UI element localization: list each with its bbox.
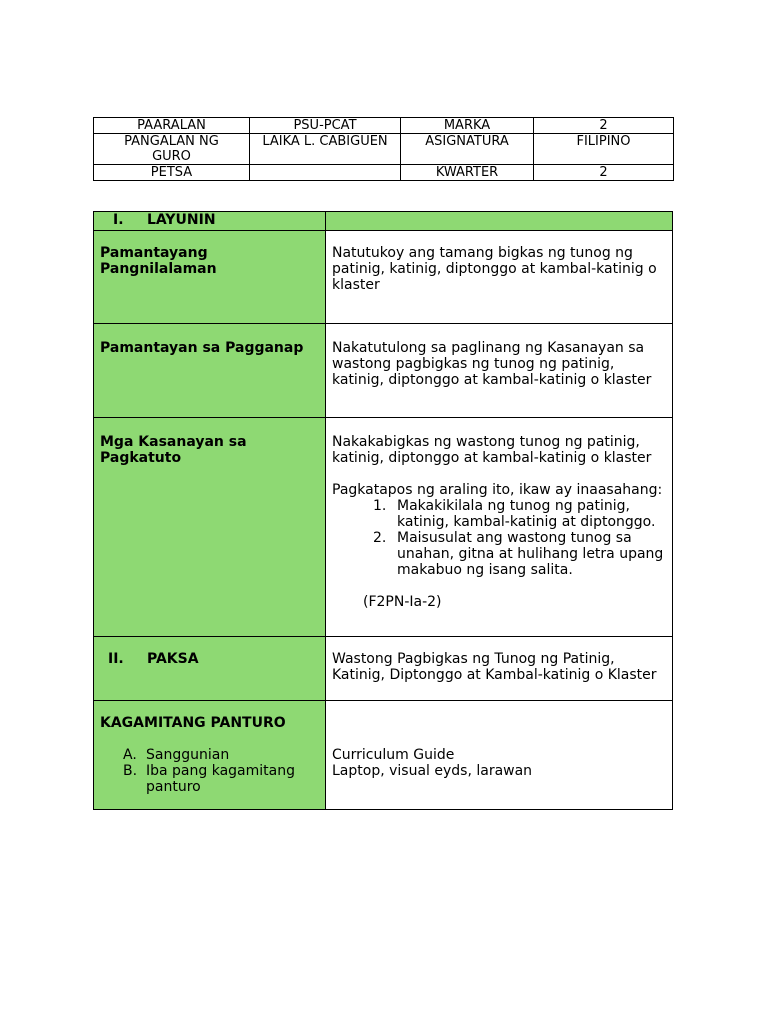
- section-heading-paksa: [94, 637, 326, 701]
- cell-kagamitan-value: [326, 701, 673, 810]
- list-number: 1.: [373, 498, 387, 514]
- header-value-paaralan: PSU-PCAT: [250, 118, 401, 134]
- section-heading-layunin: [94, 212, 326, 231]
- section-title: LAYUNIN: [147, 212, 216, 228]
- section-row-layunin: [94, 212, 673, 231]
- competency-code: (F2PN-Ia-2): [363, 594, 442, 610]
- header-row: [94, 165, 674, 181]
- row-kasanayan: [94, 418, 673, 637]
- text-pamantayan-pagganap: Nakatutulong sa paglinang ng Kasanayan sa wastong pagbigkas ng tunog ng patinig, katinig, diptonggo at kambal-katinig o klaster: [326, 324, 673, 418]
- header-row: [94, 134, 674, 165]
- header-value-asignatura: FILIPINO: [534, 134, 674, 165]
- list-text: Sanggunian: [146, 747, 230, 763]
- list-letter: A.: [123, 747, 137, 763]
- header-label-marka: MARKA: [401, 118, 534, 134]
- label-pamantayan-pagganap: Pamantayan sa Pagganap: [94, 324, 326, 418]
- list-number: 2.: [373, 530, 387, 546]
- text-kasanayan-2: Pagkatapos ng araling ito, ikaw ay inaasahang:: [332, 482, 663, 498]
- kagamitan-list: [100, 747, 319, 795]
- header-label-paaralan: PAARALAN: [94, 118, 250, 134]
- text-kasanayan-1: Nakakabigkas ng wastong tunog ng patinig, katinig, diptonggo at kambal-katinig o klaster: [332, 434, 652, 466]
- section-number: II.: [108, 651, 124, 667]
- list-item: [332, 530, 666, 578]
- header-value-kwarter: 2: [534, 165, 674, 181]
- row-pamantayang-pangnilalaman: [94, 231, 673, 324]
- header-row: [94, 118, 674, 134]
- cell-kagamitan: [94, 701, 326, 810]
- header-label-petsa: PETSA: [94, 165, 250, 181]
- header-label-asignatura: ASIGNATURA: [401, 134, 534, 165]
- header-info-table: [93, 117, 674, 181]
- objectives-list: [332, 498, 666, 578]
- list-item: [100, 763, 319, 795]
- header-value-petsa: [250, 165, 401, 181]
- row-paksa: [94, 637, 673, 701]
- lesson-plan-table: [93, 211, 673, 810]
- kagamitan-line-1: Curriculum Guide: [332, 747, 455, 763]
- section-heading-filler: [326, 212, 673, 231]
- list-letter: B.: [123, 763, 138, 779]
- section-number: I.: [113, 212, 124, 228]
- kagamitan-line-2: Laptop, visual eyds, larawan: [332, 763, 533, 779]
- cell-kasanayan: [326, 418, 673, 637]
- list-text: Iba pang kagamitang panturo: [146, 763, 295, 795]
- list-item: [100, 747, 319, 763]
- header-label-pangalan-ng-guro: PANGALAN NG GURO: [94, 134, 250, 165]
- text-paksa: Wastong Pagbigkas ng Tunog ng Patinig, Katinig, Diptonggo at Kambal-katinig o Klaster: [326, 637, 673, 701]
- section-title: PAKSA: [147, 651, 199, 667]
- kagamitan-title: KAGAMITANG PANTURO: [100, 715, 286, 731]
- row-kagamitan: [94, 701, 673, 810]
- header-value-guro: LAIKA L. CABIGUEN: [250, 134, 401, 165]
- text-pamantayang-pangnilalaman: Natutukoy ang tamang bigkas ng tunog ng patinig, katinig, diptonggo at kambal-katinig o klaster: [326, 231, 673, 324]
- list-text: Makakikilala ng tunog ng patinig, katinig, kambal-katinig at diptonggo.: [397, 498, 656, 530]
- header-value-marka: 2: [534, 118, 674, 134]
- list-text: Maisusulat ang wastong tunog sa unahan, gitna at hulihang letra upang makabuo ng isang salita.: [397, 530, 664, 578]
- label-kasanayan: Mga Kasanayan sa Pagkatuto: [94, 418, 326, 637]
- label-pamantayang-pangnilalaman: Pamantayang Pangnilalaman: [94, 231, 326, 324]
- row-pamantayan-pagganap: [94, 324, 673, 418]
- list-item: [332, 498, 666, 530]
- header-label-kwarter: KWARTER: [401, 165, 534, 181]
